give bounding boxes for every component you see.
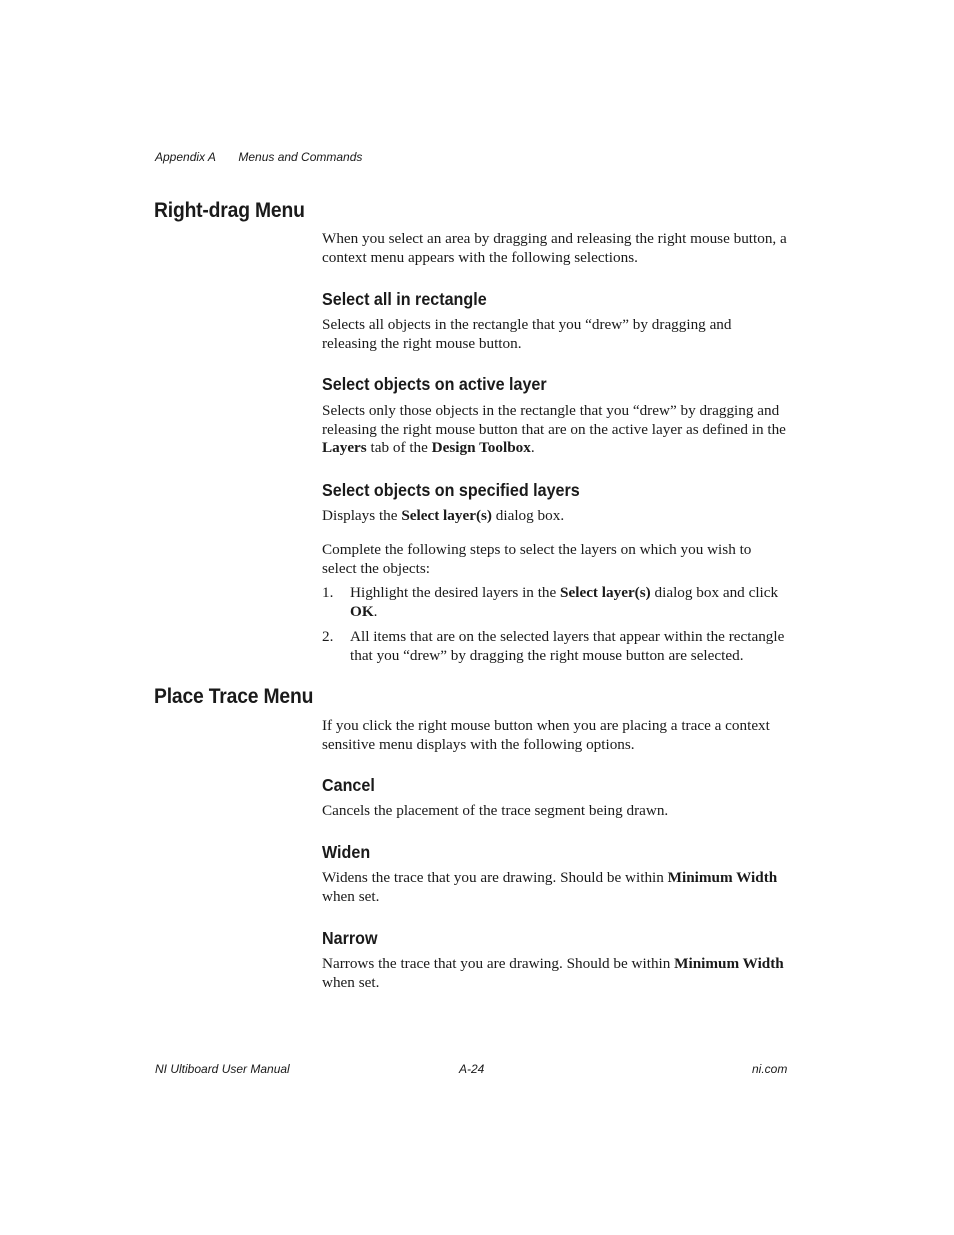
select-specified-text: Displays the Select layer(s) dialog box. bbox=[322, 507, 565, 524]
section-title-place-trace: Place Trace Menu bbox=[154, 685, 314, 708]
footer-manual-title: NI Ultiboard User Manual bbox=[155, 1062, 290, 1076]
subsection-title-select-specified: Select objects on specified layers bbox=[322, 480, 580, 500]
steps-intro: Complete the following steps to select the layers on which you wish to select the objects: bbox=[322, 541, 752, 577]
select-layers-dialog-label: Select layer(s) bbox=[401, 507, 492, 524]
footer-website: ni.com bbox=[752, 1062, 788, 1076]
subsection-title-narrow: Narrow bbox=[322, 928, 378, 948]
right-drag-intro: When you select an area by dragging and releasing the right mouse button, a context menu appears with the following selections. bbox=[322, 230, 787, 266]
select-all-text: Selects all objects in the rectangle that you “drew” by dragging and releasing the right mouse button. bbox=[322, 316, 732, 352]
subsection-title-select-active: Select objects on active layer bbox=[322, 374, 547, 394]
running-header bbox=[155, 150, 362, 164]
minimum-width-label: Minimum Width bbox=[674, 955, 784, 972]
header-title: Menus and Commands bbox=[238, 150, 363, 164]
select-active-text: Selects only those objects in the rectangle that you “drew” by dragging and releasing the right mouse button that are on the active layer as defined in the Layers tab of the Design Toolbox. bbox=[322, 402, 786, 457]
subsection-title-select-all: Select all in rectangle bbox=[322, 289, 487, 309]
widen-text: Widens the trace that you are drawing. Should be within Minimum Width when set. bbox=[322, 869, 778, 905]
cancel-text: Cancels the placement of the trace segment being drawn. bbox=[322, 802, 669, 819]
narrow-text: Narrows the trace that you are drawing. Should be within Minimum Width when set. bbox=[322, 955, 784, 991]
list-item: 1. Highlight the desired layers in the Select layer(s) dialog box and click OK. bbox=[322, 584, 779, 620]
header-chapter: Appendix A bbox=[155, 150, 216, 164]
subsection-title-cancel: Cancel bbox=[322, 775, 375, 795]
section-title-right-drag: Right-drag Menu bbox=[154, 199, 305, 222]
footer-page-number: A-24 bbox=[459, 1062, 485, 1076]
subsection-title-widen: Widen bbox=[322, 842, 371, 862]
list-item: 2. All items that are on the selected layers that appear within the rectangle that you “drew” by dragging the right mouse button are selected. bbox=[322, 628, 785, 665]
minimum-width-label: Minimum Width bbox=[667, 869, 778, 886]
steps-list bbox=[322, 584, 787, 673]
design-toolbox-label: Design Toolbox bbox=[431, 439, 531, 457]
place-trace-intro: If you click the right mouse button when you are placing a trace a context sensitive menu displays with the following options. bbox=[322, 717, 770, 753]
layers-tab-label: Layers bbox=[322, 439, 367, 457]
